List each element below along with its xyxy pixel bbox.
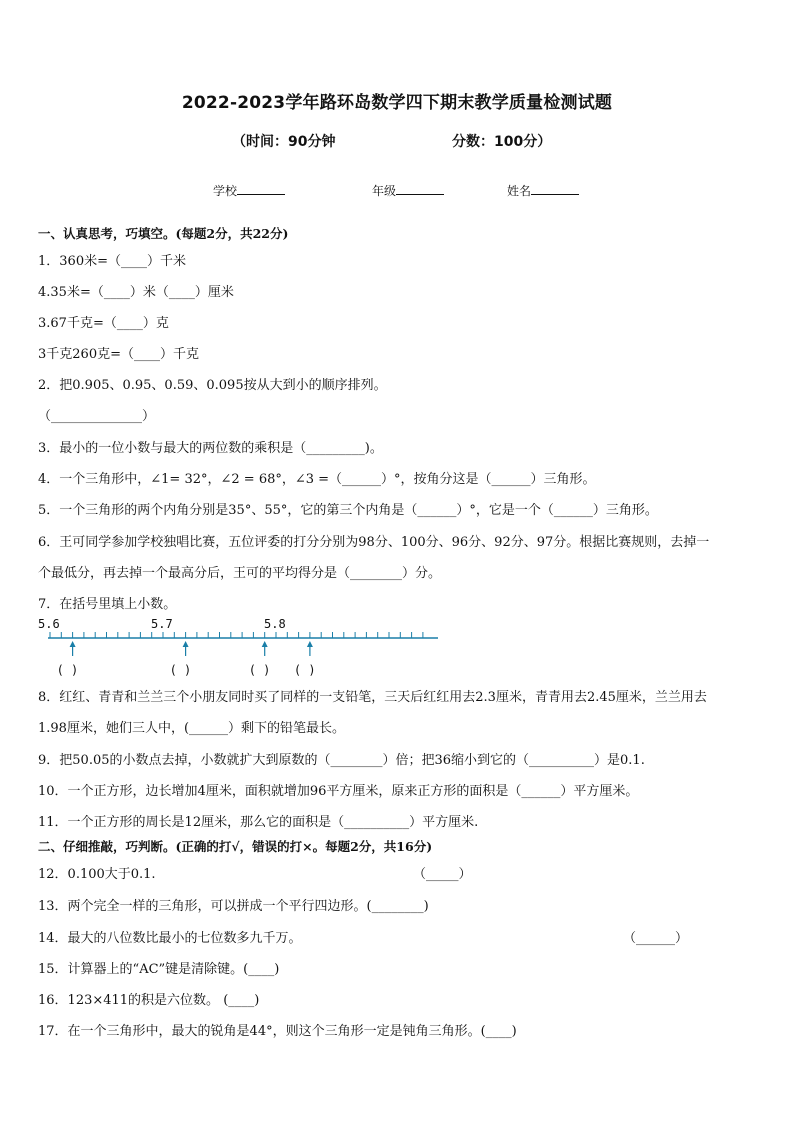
question-13: 13．两个完全一样的三角形，可以拼成一个平行四边形。(________) bbox=[38, 899, 429, 914]
name-blank[interactable] bbox=[531, 182, 579, 195]
question-1a: 1．360米=（____）千米 bbox=[38, 254, 186, 269]
question-3: 3．最小的一位小数与最大的两位数的乘积是（_________)。 bbox=[38, 441, 383, 456]
question-8-line1: 8．红红、青青和兰兰三个小朋友同时买了同样的一支铅笔，三天后红红用去2.3厘米，青青用去2.45厘米，兰兰用去 bbox=[38, 690, 707, 705]
question-4: 4．一个三角形中，∠1= 32°，∠2 = 68°，∠3 =（______）°，按角分这是（______）三角形。 bbox=[38, 472, 596, 487]
question-16: 16．123×411的积是六位数。 (____) bbox=[38, 993, 260, 1008]
number-line-label: 5.8 bbox=[264, 617, 286, 631]
name-label: 姓名 bbox=[507, 184, 532, 198]
exam-score: 分数：100分） bbox=[452, 134, 552, 150]
question-11: 11．一个正方形的周长是12厘米，那么它的面积是（__________）平方厘米. bbox=[38, 815, 479, 830]
number-line-blank: ( ) bbox=[56, 663, 79, 677]
number-line-label: 5.7 bbox=[151, 617, 173, 631]
question-12-answer: （_____） bbox=[413, 867, 472, 882]
number-line bbox=[38, 613, 438, 683]
question-7: 7．在括号里填上小数。 bbox=[38, 597, 177, 612]
question-12: 12．0.100大于0.1. bbox=[38, 867, 156, 882]
question-1d: 3千克260克=（____）千克 bbox=[38, 347, 199, 362]
grade-label: 年级 bbox=[372, 184, 397, 198]
number-line-pointer-head bbox=[262, 641, 268, 647]
question-1b: 4.35米=（____）米（____）厘米 bbox=[38, 285, 234, 300]
page-title: 2022-2023学年路环岛数学四下期末教学质量检测试题 bbox=[181, 93, 613, 113]
number-line-pointer-head bbox=[70, 641, 76, 647]
number-line-blank: ( ) bbox=[248, 663, 271, 677]
name-field[interactable] bbox=[507, 182, 579, 199]
section-heading-fill-in: 一、认真思考，巧填空。(每题2分，共22分) bbox=[38, 226, 289, 241]
question-15: 15．计算器上的“AC”键是清除键。(____) bbox=[38, 962, 280, 977]
grade-field[interactable] bbox=[372, 182, 444, 199]
number-line-label: 5.6 bbox=[38, 617, 60, 631]
question-9: 9．把50.05的小数点去掉，小数就扩大到原数的（________）倍；把36缩小到它的（__________）是0.1. bbox=[38, 753, 645, 768]
question-14: 14．最大的八位数比最小的七位数多九千万。 bbox=[38, 931, 302, 946]
question-6-line2: 个最低分，再去掉一个最高分后，王可的平均得分是（________）分。 bbox=[38, 566, 442, 581]
school-field[interactable] bbox=[213, 182, 285, 199]
number-line-blank: ( ) bbox=[293, 663, 316, 677]
number-line-graphic bbox=[38, 613, 438, 683]
question-1c: 3.67千克=（____）克 bbox=[38, 316, 169, 331]
grade-blank[interactable] bbox=[396, 182, 444, 195]
question-14-answer: （______） bbox=[623, 931, 689, 946]
question-8-line2: 1.98厘米，她们三人中，(______）剩下的铅笔最长。 bbox=[38, 721, 346, 736]
number-line-pointer-head bbox=[183, 641, 189, 647]
number-line-pointer-head bbox=[307, 641, 313, 647]
question-6-line1: 6．王可同学参加学校独唱比赛，五位评委的打分分别为98分、100分、96分、92分、97分。根据比赛规则，去掉一 bbox=[38, 535, 710, 550]
school-blank[interactable] bbox=[237, 182, 285, 195]
exam-time: （时间：90分钟 bbox=[232, 134, 336, 150]
question-2-answer: （______________） bbox=[38, 409, 156, 424]
question-2: 2．把0.905、0.95、0.59、0.095按从大到小的顺序排列。 bbox=[38, 378, 387, 393]
section-heading-judge: 二、仔细推敲，巧判断。(正确的打√，错误的打×。每题2分，共16分) bbox=[38, 839, 433, 854]
question-5: 5．一个三角形的两个内角分别是35°、55°，它的第三个内角是（______）°，它是一个（______）三角形。 bbox=[38, 503, 658, 518]
school-label: 学校 bbox=[213, 184, 238, 198]
number-line-blank: ( ) bbox=[169, 663, 192, 677]
question-10: 10．一个正方形，边长增加4厘米，面积就增加96平方厘米，原来正方形的面积是（______）平方厘米。 bbox=[38, 784, 639, 799]
question-17: 17．在一个三角形中，最大的锐角是44°，则这个三角形一定是钝角三角形。(____) bbox=[38, 1024, 517, 1039]
